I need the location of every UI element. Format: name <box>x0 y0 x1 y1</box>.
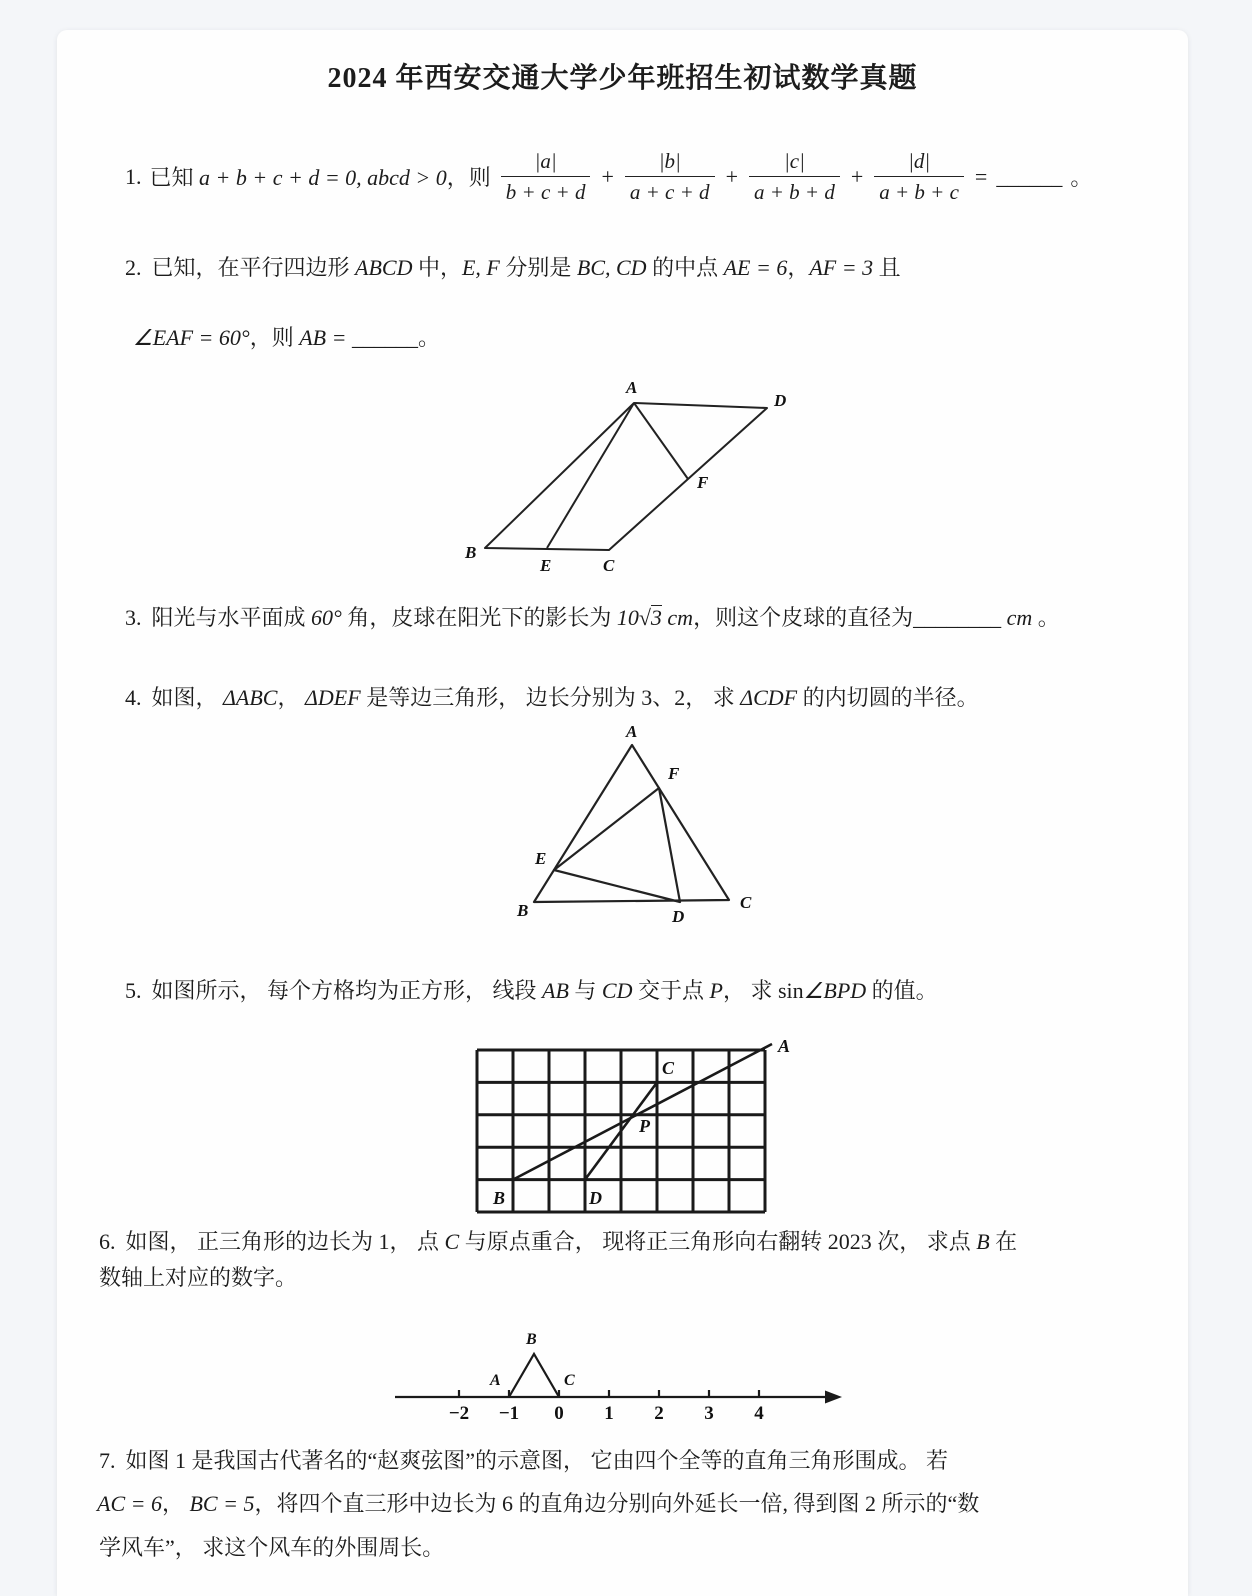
fraction-2 <box>625 148 715 206</box>
segment-ab <box>513 1044 772 1180</box>
question-4-line-1 <box>125 682 979 714</box>
triangle-edges <box>534 745 729 902</box>
question-2-line-2 <box>133 322 440 354</box>
tick-label: 4 <box>754 1403 764 1423</box>
question-7-line-2 <box>97 1488 979 1520</box>
vertex-label-e: E <box>540 556 552 575</box>
question-5-text: 如图所示， 每个方格均为正方形， 线段 AB 与 CD 交于点 P， 求 sin∠BPD 的值。 <box>151 978 938 1003</box>
question-5-number: 5. <box>125 978 142 1003</box>
fraction-3-numerator: |c| <box>783 149 805 173</box>
fraction-4 <box>874 148 964 206</box>
tick-label: 1 <box>604 1403 614 1423</box>
vertex-label-a: A <box>490 1372 501 1389</box>
fraction-3 <box>749 148 840 206</box>
question-3-number: 3. <box>125 605 142 630</box>
vertex-label-d: D <box>774 391 787 410</box>
tick-label: 3 <box>704 1403 714 1423</box>
question-6-text: 数轴上对应的数字。 <box>99 1265 298 1290</box>
parallelogram-edges <box>485 403 767 550</box>
tick-label: −2 <box>448 1403 470 1423</box>
period: 。 <box>1070 165 1093 191</box>
question-7-text: AC = 6， BC = 5，将四个直三形中边长为 6 的直角边分别向外延长一倍, 得到图 2 所示的“数 <box>97 1491 980 1516</box>
vertex-label-c: C <box>603 556 615 575</box>
question-7-text: 学风车”， 求这个风车的外围周长。 <box>99 1535 445 1560</box>
question-1 <box>125 148 1092 206</box>
question-2-text: ∠EAF = 60°，则 AB = ______。 <box>133 325 440 350</box>
question-6-text: 如图， 正三角形的边长为 1， 点 C 与原点重合， 现将正三角形向右翻转 2023 次， 求点 B 在 <box>125 1229 1018 1254</box>
vertex-label-b: B <box>517 901 529 920</box>
question-7-text: 如图 1 是我国古代著名的“赵爽弦图”的示意图， 它由四个全等的直角三角形围成。 若 <box>125 1448 949 1473</box>
vertex-label-c: C <box>740 893 752 912</box>
equals-sign: = <box>974 163 988 189</box>
grid-figure <box>467 1025 802 1220</box>
question-7-line-1 <box>99 1445 948 1477</box>
question-2-line-1 <box>125 252 901 284</box>
vertex-label-f: F <box>668 764 680 783</box>
point-label-b: B <box>493 1188 506 1208</box>
document-page <box>57 30 1188 1596</box>
question-4-number: 4. <box>125 685 142 710</box>
vertex-label-a: A <box>626 378 638 397</box>
vertex-label-c: C <box>564 1372 575 1389</box>
vertex-label-b: B <box>526 1331 537 1348</box>
fraction-2-denominator: a + c + d <box>625 176 715 205</box>
fraction-4-numerator: |d| <box>908 149 931 173</box>
question-7-number: 7. <box>99 1448 116 1473</box>
vertex-label-a: A <box>626 722 638 741</box>
tick-label: −1 <box>498 1403 520 1423</box>
plus-sign: + <box>725 163 738 189</box>
fraction-1-numerator: |a| <box>534 149 557 173</box>
question-2-number: 2. <box>125 255 142 280</box>
fraction-2-numerator: |b| <box>658 149 681 173</box>
fraction-3-denominator: a + b + d <box>749 176 840 205</box>
page-title: 2024 年西安交通大学少年班招生初试数学真题 <box>327 63 918 94</box>
tick-label: 2 <box>654 1403 664 1423</box>
vertex-label-f: F <box>697 473 709 492</box>
question-1-number: 1. <box>125 163 142 189</box>
tick-label: 0 <box>554 1403 564 1423</box>
fraction-1 <box>501 148 591 206</box>
numberline-figure <box>387 1328 842 1423</box>
vertex-label-e: E <box>535 849 547 868</box>
question-4-text: 如图， ΔABC， ΔDEF 是等边三角形， 边长分别为 3、2， 求 ΔCDF 的内切圆的半径。 <box>151 685 979 710</box>
answer-blank: ______ <box>996 163 1063 189</box>
fraction-1-denominator: b + c + d <box>501 176 591 205</box>
point-label-d: D <box>589 1188 602 1208</box>
question-1-intro: 已知 a + b + c + d = 0, abcd > 0，则 <box>149 165 491 191</box>
question-3-text: 阳光与水平面成 60° 角，皮球在阳光下的影长为 10√3 cm，则这个皮球的直径为________ cm 。 <box>151 605 1060 630</box>
vertex-label-d: D <box>672 907 685 926</box>
question-6-number: 6. <box>99 1229 116 1254</box>
axis <box>395 1354 825 1398</box>
point-label-p: P <box>639 1116 650 1136</box>
plus-sign: + <box>601 163 614 189</box>
triangle <box>509 1354 559 1397</box>
parallelogram-figure <box>447 375 797 580</box>
question-3-line-1 <box>125 602 1060 634</box>
question-5-line-1 <box>125 975 938 1007</box>
fraction-4-denominator: a + b + c <box>874 176 964 205</box>
axis-arrow <box>825 1391 842 1404</box>
question-7-line-3 <box>99 1532 444 1564</box>
question-6-line-2 <box>99 1262 297 1294</box>
point-label-c: C <box>662 1058 675 1078</box>
question-6-line-1 <box>99 1226 1017 1258</box>
vertex-label-b: B <box>465 543 477 562</box>
question-2-text: 已知，在平行四边形 ABCD 中，E, F 分别是 BC, CD 的中点 AE = 6，AF = 3 且 <box>151 255 901 280</box>
plus-sign: + <box>850 163 864 189</box>
triangles-figure <box>502 722 767 927</box>
point-label-a: A <box>778 1036 791 1056</box>
segment-lines <box>513 1044 772 1180</box>
